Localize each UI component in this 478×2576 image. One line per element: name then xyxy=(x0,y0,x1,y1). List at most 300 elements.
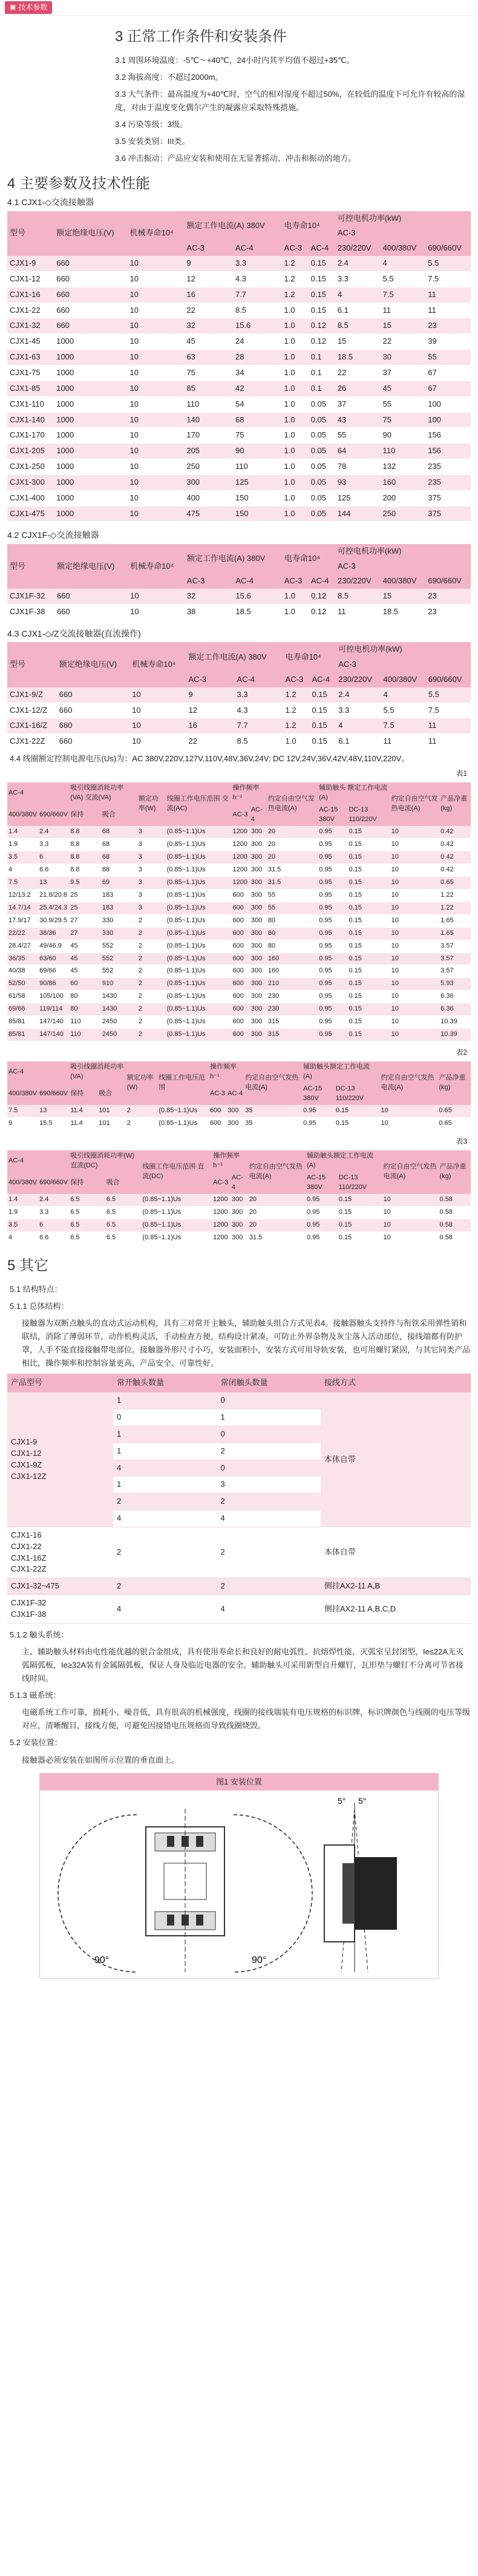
table-cell: 0.95 xyxy=(306,1232,338,1245)
table-cell: 1000 xyxy=(54,396,127,412)
table-cell: 183 xyxy=(101,902,137,914)
topbar xyxy=(0,0,478,16)
table-cell: 26 xyxy=(335,381,381,396)
table-cell: 7.5 xyxy=(425,271,471,287)
table-row xyxy=(7,490,471,506)
table-cell: 4.3 xyxy=(233,271,282,287)
table-cell: 1000 xyxy=(54,474,127,490)
table-cell: 7.7 xyxy=(233,287,282,303)
angle-label-right: 90° xyxy=(252,1955,267,1965)
table-cell: 0.95 xyxy=(318,991,347,1003)
table-cell: 11 xyxy=(381,734,426,750)
table-cell: CJX1-16/Z xyxy=(7,718,57,734)
table-row xyxy=(7,1232,471,1245)
table-cell: 0.05 xyxy=(309,444,335,459)
column-header: 常开触头数量 xyxy=(113,1374,217,1392)
col-weight: 产品净重(kg) xyxy=(437,1061,471,1105)
table-cell: 10 xyxy=(128,589,185,604)
column-header: AC-15 380V xyxy=(302,1083,335,1105)
col-thermal-current: 约定自由空气发热电流(A) xyxy=(244,1061,302,1105)
table-cell: 0.05 xyxy=(309,506,335,522)
table-cell: 0.95 xyxy=(318,914,347,927)
col-motor-power: 可控电机功率(kW) xyxy=(335,211,471,226)
table-cell: 300 xyxy=(250,839,267,851)
table-cell: 15 xyxy=(335,334,381,350)
table-cell: 2 xyxy=(137,965,166,978)
table-cell: 55 xyxy=(425,350,471,365)
table-cell: 1000 xyxy=(54,444,127,459)
table-row xyxy=(7,1219,471,1232)
table-cell: 300 xyxy=(250,1003,267,1016)
table-cell: 0 xyxy=(217,1460,320,1476)
table-cell: 55 xyxy=(267,889,318,902)
table-cell: 110 xyxy=(381,444,426,459)
table-cell: 0.05 xyxy=(309,474,335,490)
table-cell: 0.12 xyxy=(309,334,335,350)
table-cell: 1.0 xyxy=(283,734,310,750)
table-cell: (0.85~1.1)Us xyxy=(157,1118,209,1130)
table-cell: 16 xyxy=(184,287,233,303)
table-row xyxy=(7,940,471,952)
table-cell: 22 xyxy=(381,334,426,350)
table-row xyxy=(7,474,471,490)
table-cell: 69/66 xyxy=(38,965,69,978)
sec5-2-paragraph: 接触器必须安装在如图所示位置的垂直面上。 xyxy=(22,1755,180,1765)
table-row xyxy=(7,412,471,428)
table-cell: 9 xyxy=(7,1118,38,1130)
table-cell: 6.5 xyxy=(69,1232,105,1245)
sec3-item: 3.6 冲击振动：产品应安装和使用在无显著摇动、冲击和振动的地方。 xyxy=(115,154,356,163)
table-cell: 7.5 xyxy=(426,703,471,718)
sec5-1-1-heading: 5.1.1 总体结构： xyxy=(10,1301,69,1311)
table-cell: 1000 xyxy=(54,381,127,396)
col-coil-range: 线圈工作电压范围 交流(AC) xyxy=(166,782,232,826)
table-cell: (0.85~1.1)Us xyxy=(166,940,232,952)
table-cell: 315 xyxy=(267,1029,318,1041)
table-cell: 3.5 xyxy=(7,851,38,864)
table-cell: 1200 xyxy=(212,1207,231,1219)
model-name: CJX1-16 xyxy=(11,1530,42,1539)
table-cell: 6.5 xyxy=(69,1194,105,1206)
table-cell: 4 xyxy=(7,1232,38,1245)
table-cell: 1.22 xyxy=(439,902,471,914)
table-cell: 1.4 xyxy=(7,1194,38,1206)
sec5-1-1-paragraph: 接触器为双断点触头的直动式运动机构，具有三对常开主触头，辅助触头组合方式见表4。接触器触头支持件与衔铁采用弹性销和联结，消除了薄弱环节，动作机构灵活，手动检查方便，结构设计紧凑，可防止外界杂物及灰尘落入活动部位，接线端都有防护罩，人手不能直接接触带电部位。接触器外形尺寸小巧，安装面积小，安装方式可用导轨安装，也可用螺钉紧固，与其它同类产品相比，操作频率和控制容量更高，产品安全、可靠性好。 xyxy=(22,1318,471,1368)
table-cell: (0.85~1.1)Us xyxy=(166,1029,232,1041)
table-cell: 6 xyxy=(38,1219,69,1232)
table-cell: CJX1-400 xyxy=(7,490,54,506)
table-cell: 10.39 xyxy=(439,1016,471,1029)
table-cell: 6.5 xyxy=(105,1232,142,1245)
table-cell: 125 xyxy=(335,490,381,506)
sec3-item: 3.2 海拔高度：不超过2000m。 xyxy=(115,72,223,82)
table-row xyxy=(7,256,471,271)
table-cell: 0.15 xyxy=(347,839,390,851)
table-cell: 660 xyxy=(54,318,127,334)
column-header: AC-4 xyxy=(226,1083,244,1105)
sec5-1-heading: 5.1 结构特点： xyxy=(10,1284,62,1294)
col-ac3: AC-3 xyxy=(336,657,471,672)
table-cell: 110 xyxy=(69,1016,101,1029)
table-cell: 0.1 xyxy=(309,381,335,396)
table-cell: 205 xyxy=(184,444,233,459)
table-cell: CJX1-300 xyxy=(7,474,54,490)
table-cell: 0.95 xyxy=(318,902,347,914)
table-row xyxy=(7,1392,471,1409)
table-cell: 0.15 xyxy=(338,1207,382,1219)
section-3-list xyxy=(115,54,471,166)
table-cell: 3 xyxy=(137,889,166,902)
table-cell: (0.85~1.1)Us xyxy=(166,927,232,940)
table-cell: 7.7 xyxy=(235,718,283,734)
table-cell: 54 xyxy=(233,396,282,412)
table-cell: 40/38 xyxy=(7,965,38,978)
table-cell: 68 xyxy=(101,826,137,838)
table-cell: CJX1F-32 xyxy=(7,589,54,604)
table-cell: 660 xyxy=(54,271,127,287)
table-2 xyxy=(7,1061,471,1130)
column-header: 吸合 xyxy=(105,1172,142,1194)
table-cell: 20 xyxy=(248,1219,306,1232)
column-header: AC-3 xyxy=(186,672,235,687)
table-cell: 10 xyxy=(390,851,440,864)
model-name: CJX1F-38 xyxy=(11,1609,47,1619)
table-cell: 0.95 xyxy=(318,1029,347,1041)
table-cell: CJX1-32~475 xyxy=(7,1578,113,1595)
table-cell: 6.5 xyxy=(105,1219,142,1232)
table-cell: 1.0 xyxy=(282,396,309,412)
table-cell: 23 xyxy=(425,589,471,604)
table-cell: 110 xyxy=(184,396,233,412)
table-cell: 10 xyxy=(390,1029,440,1041)
col-coil-power: 吸引线圈消耗功率(W) 直流(DC) xyxy=(69,1150,141,1172)
table-cell: 156 xyxy=(425,428,471,444)
table-cell: 600 xyxy=(231,940,249,952)
table-cell: 0.95 xyxy=(318,839,347,851)
col-aux-thermal: 约定自由空气发热电流(A) xyxy=(382,1150,439,1194)
table-cell: 3.57 xyxy=(439,940,471,952)
table-cell: 1.0 xyxy=(282,428,309,444)
table-cell: 80 xyxy=(69,1003,101,1016)
table-cell: 3 xyxy=(137,876,166,889)
table-cell: 0.58 xyxy=(438,1232,471,1245)
table-cell: 60 xyxy=(69,978,101,991)
table-cell: 1 xyxy=(217,1409,320,1426)
table-cell: 34 xyxy=(233,365,282,381)
table-cell: 0.95 xyxy=(318,1003,347,1016)
table-cell: 8.5 xyxy=(335,589,381,604)
install-diagram xyxy=(40,1791,438,1978)
table-cell: 10 xyxy=(390,965,440,978)
table-cell: 38/36 xyxy=(38,927,69,940)
column-header: AC-3 xyxy=(212,1172,231,1194)
table-cell: (0.85~1.1)Us xyxy=(166,851,232,864)
column-header: 吸合 xyxy=(101,804,137,826)
table-cell: 22 xyxy=(335,365,381,381)
table-cell: 0.95 xyxy=(306,1207,338,1219)
table-cell: 1.0 xyxy=(282,605,309,620)
table-cell: 68 xyxy=(101,851,137,864)
table-cell: 1200 xyxy=(212,1232,231,1245)
col-model: 型号 xyxy=(7,642,57,687)
table-cell: 0.65 xyxy=(437,1118,471,1130)
table-cell: 300 xyxy=(231,1194,248,1206)
col-coil-range: 线圈工作电压范围 xyxy=(157,1061,209,1105)
table-cell: 4 xyxy=(217,1510,320,1527)
table-cell: 6.36 xyxy=(439,1003,471,1016)
col-aux-current: 辅助触头额定工作电流(A) xyxy=(306,1150,382,1172)
table-cell: 156 xyxy=(425,444,471,459)
table-cell: (0.85~1.1)Us xyxy=(166,864,232,876)
table-cell: 0.05 xyxy=(309,412,335,428)
angle-label-5a: 5° xyxy=(338,1795,346,1806)
col-ac4: AC-4 xyxy=(7,1150,69,1172)
contactor-front-view xyxy=(58,1809,312,1972)
table-3-caption: 表3 xyxy=(456,1137,467,1146)
table-row xyxy=(7,889,471,902)
table-cell: 42 xyxy=(233,381,282,396)
table-cell: 660 xyxy=(57,718,129,734)
table-4-1-caption: 4.1 CJX1-◇交流接触器 xyxy=(7,197,94,208)
table-cell: 67 xyxy=(425,365,471,381)
column-header: AC-3 xyxy=(209,1083,226,1105)
table-cell: 2.4 xyxy=(335,256,381,271)
col-ac4: AC-4 xyxy=(7,782,69,804)
table-cell: 85 xyxy=(184,381,233,396)
table-cell: 55 xyxy=(267,902,318,914)
table-cell: 0 xyxy=(217,1426,320,1443)
table-cell: 20 xyxy=(267,826,318,838)
table-cell: 1.65 xyxy=(439,927,471,940)
column-header: 保持 xyxy=(69,1172,105,1194)
table-row xyxy=(7,1003,471,1016)
table-cell: 300 xyxy=(250,952,267,965)
col-mech-life: 机械寿命10⁴ xyxy=(128,544,185,589)
table-cell: 38 xyxy=(185,605,233,620)
table-cell: 200 xyxy=(381,490,426,506)
table-cell: 0.95 xyxy=(318,864,347,876)
table-cell: 300 xyxy=(250,978,267,991)
table-cell: 20 xyxy=(267,851,318,864)
table-cell: 2 xyxy=(126,1118,158,1130)
table-cell: 45 xyxy=(184,334,233,350)
column-header: 400/380V xyxy=(381,672,426,687)
table-cell: 110 xyxy=(233,459,282,475)
table-cell: 0.15 xyxy=(347,826,390,838)
table-cell: 235 xyxy=(425,459,471,475)
table-cell: 0.95 xyxy=(318,1016,347,1029)
table-cell: 10 xyxy=(127,490,184,506)
table-cell: 20 xyxy=(267,839,318,851)
table-cell: 10 xyxy=(390,978,440,991)
table-cell: 3 xyxy=(217,1476,320,1493)
table-row xyxy=(7,927,471,940)
table-row xyxy=(7,1527,471,1578)
table-cell: 1 xyxy=(113,1476,217,1493)
table-cell: 2 xyxy=(137,1029,166,1041)
table-cell: 1.0 xyxy=(282,334,309,350)
table-cell: 6.5 xyxy=(69,1219,105,1232)
table-cell: CJX1-250 xyxy=(7,459,54,475)
table-cell: 125 xyxy=(233,474,282,490)
table-cell: CJX1-170 xyxy=(7,428,54,444)
table-cell: 10 xyxy=(382,1232,439,1245)
table-cell: 侧挂AX2-11 A,B xyxy=(321,1578,471,1595)
table-cell: 119/114 xyxy=(38,1003,69,1016)
table-cell: 14.7/14 xyxy=(7,902,38,914)
table-row xyxy=(7,444,471,459)
table-cell: 230 xyxy=(267,1003,318,1016)
table-row xyxy=(7,506,471,522)
sec3-item: 3.4 污染等级：3级。 xyxy=(115,120,188,129)
table-cell: 0.15 xyxy=(309,271,335,287)
sec3-item: 3.3 大气条件：最高温度为+40℃时，空气的相对湿度不超过50%，在较低的温度下可允许有较高的湿度，对由于温度变化偶尔产生的凝露应采取特殊措施。 xyxy=(115,89,465,113)
table-cell: 660 xyxy=(57,734,129,750)
table-cell: 5.93 xyxy=(439,978,471,991)
table-cell: 75 xyxy=(381,412,426,428)
table-cell: 10 xyxy=(127,334,184,350)
column-header: 保持 xyxy=(69,804,101,826)
col-rated-power: 额定功率(W) xyxy=(126,1061,158,1105)
table-cell: 11 xyxy=(426,734,471,750)
table-cell: CJX1-12 xyxy=(7,271,54,287)
column-header: DC-13 110/220V xyxy=(347,804,390,826)
table-cell: (0.85~1.1)Us xyxy=(141,1219,212,1232)
table-cell: 300 xyxy=(226,1105,244,1117)
table-cell: 68 xyxy=(101,839,137,851)
table-cell: CJX1-75 xyxy=(7,365,54,381)
column-header: 产品型号 xyxy=(7,1374,113,1392)
table-cell: 6.36 xyxy=(439,991,471,1003)
table-cell: 10 xyxy=(390,1016,440,1029)
column-header: AC-3 xyxy=(282,241,309,256)
table-cell: (0.85~1.1)Us xyxy=(141,1194,212,1206)
table-cell: 8.8 xyxy=(69,839,101,851)
table-cell: 16 xyxy=(186,718,235,734)
table-row xyxy=(7,365,471,381)
table-cell: 22 xyxy=(186,734,235,750)
table-cell: 0.15 xyxy=(338,1232,382,1245)
table-cell: 10 xyxy=(127,459,184,475)
table-cell: 375 xyxy=(425,506,471,522)
col-frequency: 操作频率h⁻¹ xyxy=(212,1150,248,1172)
table-cell: 10 xyxy=(127,506,184,522)
table-cell: 300 xyxy=(231,1207,248,1219)
table-cell: 69 xyxy=(101,876,137,889)
table-cell: 0.15 xyxy=(347,927,390,940)
table-cell: 2 xyxy=(137,1003,166,1016)
table-cell: 1.2 xyxy=(283,703,310,718)
table-cell: 600 xyxy=(209,1118,226,1130)
table-cell: 160 xyxy=(267,965,318,978)
table-cell: 1000 xyxy=(54,365,127,381)
table-cell: 10 xyxy=(127,256,184,271)
table-cell: 0.05 xyxy=(309,459,335,475)
table-cell: 552 xyxy=(101,940,137,952)
table-cell: 10 xyxy=(127,444,184,459)
col-coil-range: 线圈工作电压范围 直流(DC) xyxy=(141,1150,212,1194)
sec3-item: 3.1 周围环境温度：-5℃～+40℃，24小时内其平均值不超过+35℃。 xyxy=(115,55,355,65)
table-cell: 910 xyxy=(101,978,137,991)
table-cell: (0.85~1.1)Us xyxy=(166,839,232,851)
table-cell: 10 xyxy=(127,428,184,444)
table-cell: 10 xyxy=(390,1003,440,1016)
table-cell: 375 xyxy=(425,490,471,506)
table-cell: 150 xyxy=(233,506,282,522)
column-header: 690/660V xyxy=(38,1172,69,1194)
col-mech-life: 机械寿命10⁴ xyxy=(127,211,184,257)
table-cell: 10 xyxy=(382,1207,439,1219)
table-cell: 300 xyxy=(250,1029,267,1041)
table-cell: 15 xyxy=(381,318,426,334)
table-cell: 3 xyxy=(137,826,166,838)
table-row xyxy=(7,396,471,412)
table-row xyxy=(7,687,471,703)
table-cell: 1.4 xyxy=(7,826,38,838)
column-header: 吸合 xyxy=(97,1083,125,1105)
table-cell: 10 xyxy=(127,271,184,287)
table-cell: 6.5 xyxy=(105,1194,142,1206)
table-cell: 11 xyxy=(335,605,381,620)
table-cell: 300 xyxy=(231,1219,248,1232)
column-header: AC-4 xyxy=(233,241,282,256)
table-cell: 0.95 xyxy=(318,889,347,902)
table-cell: 300 xyxy=(250,826,267,838)
table-cell: 11.4 xyxy=(69,1118,97,1130)
table-cell: 10 xyxy=(127,474,184,490)
col-aux-thermal: 约定自由空气发热电流(A) xyxy=(380,1061,438,1105)
table-cell: 61/58 xyxy=(7,991,38,1003)
table-cell: 600 xyxy=(209,1105,226,1117)
table-cell xyxy=(7,1527,113,1578)
model-name: CJX1-16Z xyxy=(11,1553,47,1562)
table-cell: 8.8 xyxy=(69,864,101,876)
table-cell: 105/100 xyxy=(38,991,69,1003)
table-row xyxy=(7,605,471,620)
table-cell: 1200 xyxy=(231,839,249,851)
table-4-1 xyxy=(7,211,471,522)
table-cell: 600 xyxy=(231,914,249,927)
table-cell: 68 xyxy=(233,412,282,428)
table-cell: 140 xyxy=(184,412,233,428)
table-cell: (0.85~1.1)Us xyxy=(166,876,232,889)
table-cell: 78 xyxy=(335,459,381,475)
table-cell: 0.42 xyxy=(439,839,471,851)
table-1-caption: 表1 xyxy=(456,769,467,778)
table-cell: 31.5 xyxy=(267,864,318,876)
table-cell: 660 xyxy=(57,703,129,718)
column-header: DC-13 110/220V xyxy=(338,1172,382,1194)
table-cell: 1000 xyxy=(54,459,127,475)
table-cell: 本体自带 xyxy=(321,1392,471,1527)
model-name: CJX1-22Z xyxy=(11,1564,47,1574)
table-cell: 0.15 xyxy=(309,256,335,271)
figure-title: 图1 安装位置 xyxy=(40,1774,438,1791)
table-row xyxy=(7,965,471,978)
table-cell: 183 xyxy=(101,889,137,902)
table-cell: 80 xyxy=(267,927,318,940)
col-ac4: AC-4 xyxy=(7,1061,69,1083)
table-cell: 63/60 xyxy=(38,952,69,965)
table-cell: 0.15 xyxy=(347,851,390,864)
table-cell: 69/66 xyxy=(7,1003,38,1016)
table-cell: 2 xyxy=(126,1105,158,1117)
table-cell: 25 xyxy=(69,889,101,902)
col-frequency: 操作频率h⁻¹ xyxy=(209,1061,244,1083)
table-cell: 0.15 xyxy=(347,1016,390,1029)
table-row xyxy=(7,902,471,914)
table-cell: (0.85~1.1)Us xyxy=(166,991,232,1003)
